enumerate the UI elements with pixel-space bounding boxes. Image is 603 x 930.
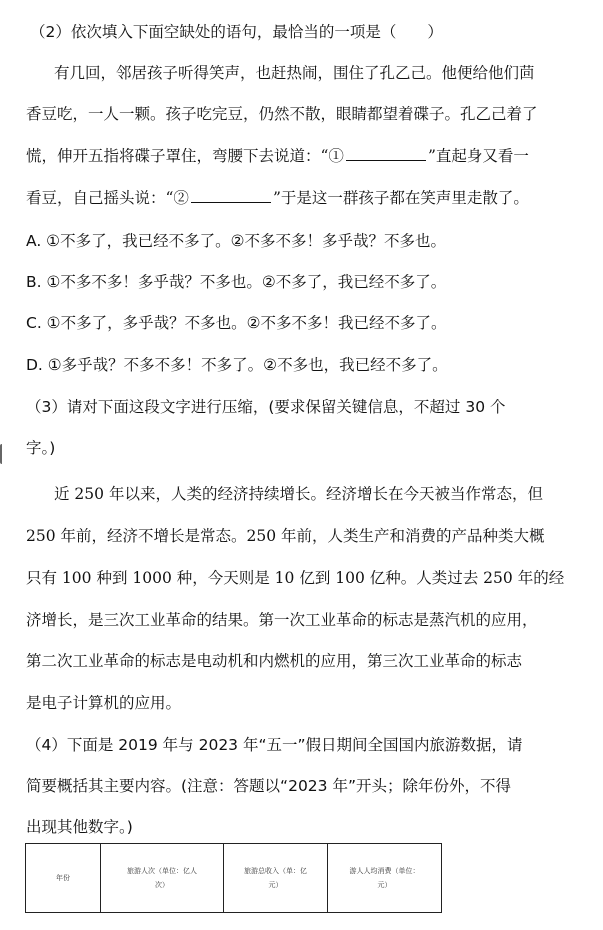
option-a[interactable]: A. ①不多了，我已经不多了。②不多不多！多乎哉？不多也。 — [26, 232, 446, 250]
table-header-row — [26, 844, 442, 913]
q3-passage-line-5: 第二次工业革命的标志是电动机和内燃机的应用，第三次工业革命的标志 — [26, 652, 523, 670]
q2-passage-line-4-start: 看豆，自己摇头说：“② — [26, 189, 189, 207]
header-year: 年份 — [26, 844, 101, 913]
header-spend-line-2: 元） — [377, 881, 392, 889]
q2-passage-line-3-start: 慌，伸开五指将碟子罩住，弯腰下去说道：“① — [26, 147, 344, 165]
q4-stem-line-1: （4）下面是 2019 年与 2023 年“五一”假日期间全国国内旅游数据，请 — [26, 736, 523, 754]
q3-passage-line-4: 济增长，是三次工业革命的结果。第一次工业革命的标志是蒸汽机的应用， — [26, 611, 538, 629]
q4-stem-line-3: 出现其他数字。) — [26, 818, 133, 836]
header-visits-line-1: 旅游人次（单位：亿人 — [127, 867, 197, 875]
q2-passage-line-4 — [26, 188, 529, 208]
q3-passage-line-1: 近 250 年以来，人类的经济持续增长。经济增长在今天被当作常态，但 — [54, 485, 543, 503]
q4-stem-line-2: 简要概括其主要内容。(注意：答题以“2023 年”开头；除年份外，不得 — [26, 777, 511, 795]
header-income — [224, 844, 328, 913]
header-visits-line-2: 次） — [155, 881, 169, 889]
header-spend — [328, 844, 442, 913]
header-income-line-1: 旅游总收入（单：亿 — [244, 867, 307, 875]
q3-passage-line-2: 250 年前，经济不增长是常态。250 年前，人类生产和消费的产品种类大概 — [26, 527, 545, 545]
page-edge-mark — [0, 444, 5, 464]
q3-passage-line-6: 是电子计算机的应用。 — [26, 694, 182, 712]
answer-blank-2[interactable] — [191, 188, 271, 203]
option-d[interactable]: D. ①多乎哉？不多不多！不多了。②不多也，我已经不多了。 — [26, 356, 448, 374]
answer-blank-1[interactable] — [346, 146, 426, 161]
q3-passage-line-3: 只有 100 种到 1000 种，今天则是 10 亿到 100 亿种。人类过去 250 年的经 — [26, 569, 565, 587]
option-b[interactable]: B. ①不多不多！多乎哉？不多也。②不多了，我已经不多了。 — [26, 273, 447, 291]
q2-passage-line-4-end: ”于是这一群孩子都在笑声里走散了。 — [272, 189, 529, 207]
q3-stem-line-1: （3）请对下面这段文字进行压缩，(要求保留关键信息，不超过 30 个 — [26, 398, 506, 416]
header-spend-line-1: 游人人均消费（单位： — [349, 867, 420, 875]
option-c[interactable]: C. ①不多了，多乎哉？不多也。②不多不多！我已经不多了。 — [26, 314, 447, 332]
q2-passage-line-3-end: ”直起身又看一 — [427, 147, 529, 165]
header-income-line-2: 元） — [268, 881, 283, 889]
q2-passage-line-1: 有几回，邻居孩子听得笑声，也赶热闹，围住了孔乙己。他便给他们茴 — [54, 64, 535, 82]
q2-passage-line-2: 香豆吃，一人一颗。孩子吃完豆，仍然不散，眼睛都望着碟子。孔乙己着了 — [26, 105, 538, 123]
header-visits — [101, 844, 224, 913]
tourism-data-table — [25, 843, 442, 913]
q2-stem: （2）依次填入下面空缺处的语句，最恰当的一项是（ ） — [30, 23, 443, 41]
q2-passage-line-3 — [26, 146, 529, 166]
q3-stem-line-2: 字。) — [26, 439, 56, 457]
